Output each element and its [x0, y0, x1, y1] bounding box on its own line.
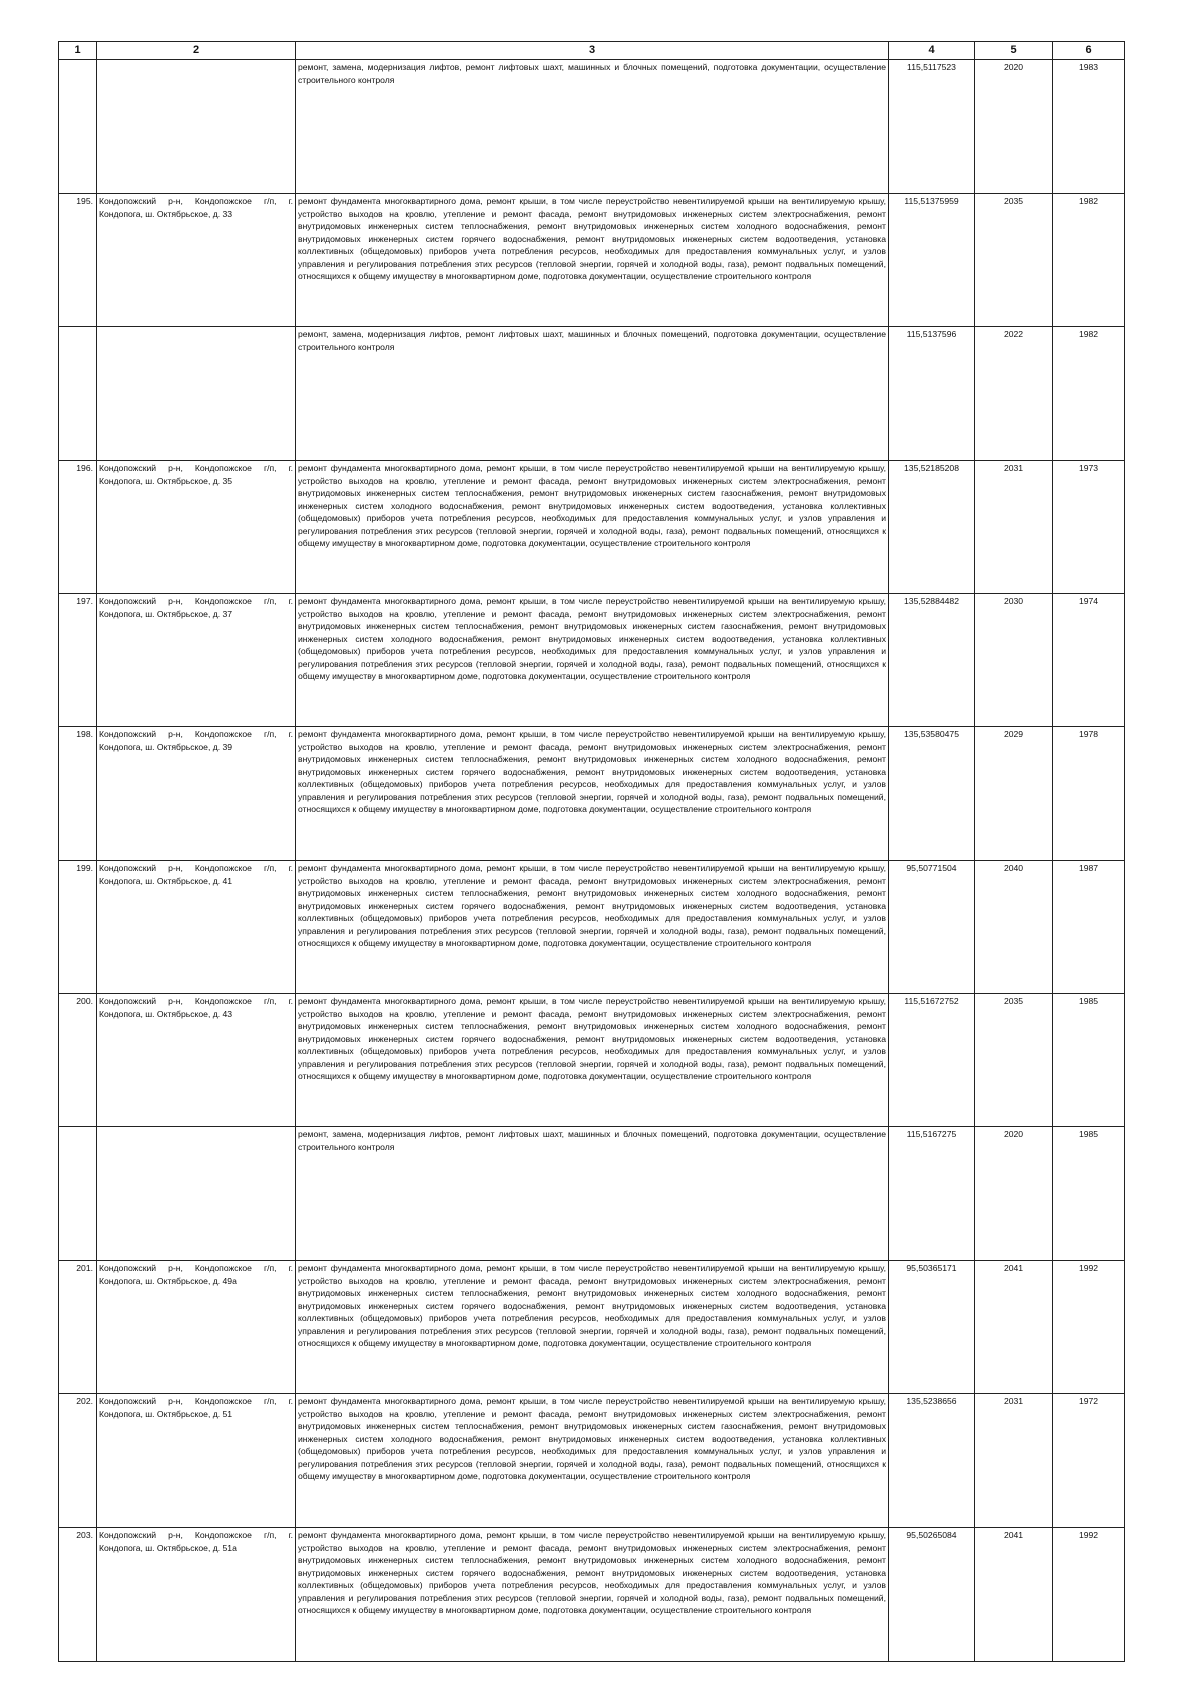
address-cell: Кондопожский р-н, Кондопожское г/п, г. Кондопога, ш. Октябрьское, д. 33 [97, 194, 296, 327]
planned-year-cell: 2020 [975, 1127, 1053, 1261]
build-year-cell: 1992 [1053, 1528, 1125, 1662]
address-cell: Кондопожский р-н, Кондопожское г/п, г. Кондопога, ш. Октябрьское, д. 41 [97, 861, 296, 994]
row-number: 200. [59, 994, 97, 1127]
build-year-cell: 1985 [1053, 1127, 1125, 1261]
work-description-cell: ремонт фундамента многоквартирного дома, ремонт крыши, в том числе переустройство невентилируемой крыши на вентилируемую крышу, устройство выходов на кровлю, утепление и ремонт фасада, ремонт внутридомовых инженерных систем электроснабжения, ремонт внутридомовых инженерных систем теплоснабжения, ремонт внутридомовых инженерных систем газоснабжения, ремонт внутридомовых инженерных систем холодного водоснабжения, ремонт внутридомовых инженерных систем водоотведения, установка коллективных (общедомовых) приборов учета потребления ресурсов, необходимых для предоставления коммунальных услуг, и узлов управления и регулирования потребления этих ресурсов (тепловой энергии, горячей и холодной воды, газа), ремонт подвальных помещений, относящихся к общему имуществу в многоквартирном доме, подготовка документации, осуществление строительного контроля [296, 461, 889, 594]
cost-cell: 95,50365171 [889, 1261, 975, 1394]
row-number: 203. [59, 1528, 97, 1662]
work-description-cell: ремонт фундамента многоквартирного дома, ремонт крыши, в том числе переустройство невентилируемой крыши на вентилируемую крышу, устройство выходов на кровлю, утепление и ремонт фасада, ремонт внутридомовых инженерных систем электроснабжения, ремонт внутридомовых инженерных систем теплоснабжения, ремонт внутридомовых инженерных систем холодного водоснабжения, ремонт внутридомовых инженерных систем горячего водоснабжения, ремонт внутридомовых инженерных систем водоотведения, установка коллективных (общедомовых) приборов учета потребления ресурсов, необходимых для предоставления коммунальных услуг, и узлов управления и регулирования потребления этих ресурсов (тепловой энергии, горячей и холодной воды, газа), ремонт подвальных помещений, относящихся к общему имуществу в многоквартирном доме, подготовка документации, осуществление строительного контроля [296, 1261, 889, 1394]
row-number: 197. [59, 594, 97, 727]
table-row [59, 861, 1125, 994]
address-cell: Кондопожский р-н, Кондопожское г/п, г. Кондопога, ш. Октябрьское, д. 51а [97, 1528, 296, 1662]
cost-cell: 135,52884482 [889, 594, 975, 727]
row-number [59, 60, 97, 194]
table-row [59, 994, 1125, 1127]
table-row [59, 1528, 1125, 1662]
cost-cell: 115,5117523 [889, 60, 975, 194]
build-year-cell: 1985 [1053, 994, 1125, 1127]
address-cell [97, 327, 296, 461]
work-description-cell: ремонт фундамента многоквартирного дома, ремонт крыши, в том числе переустройство невентилируемой крыши на вентилируемую крышу, устройство выходов на кровлю, утепление и ремонт фасада, ремонт внутридомовых инженерных систем электроснабжения, ремонт внутридомовых инженерных систем теплоснабжения, ремонт внутридомовых инженерных систем газоснабжения, ремонт внутридомовых инженерных систем холодного водоснабжения, ремонт внутридомовых инженерных систем водоотведения, установка коллективных (общедомовых) приборов учета потребления ресурсов, необходимых для предоставления коммунальных услуг, и узлов управления и регулирования потребления этих ресурсов (тепловой энергии, горячей и холодной воды, газа), ремонт подвальных помещений, относящихся к общему имуществу в многоквартирном доме, подготовка документации, осуществление строительного контроля [296, 1394, 889, 1528]
cost-cell: 115,51375959 [889, 194, 975, 327]
column-header: 6 [1053, 42, 1125, 60]
column-header: 2 [97, 42, 296, 60]
column-number-row [59, 42, 1125, 60]
build-year-cell: 1983 [1053, 60, 1125, 194]
row-number: 195. [59, 194, 97, 327]
cost-cell: 135,53580475 [889, 727, 975, 861]
address-cell: Кондопожский р-н, Кондопожское г/п, г. Кондопога, ш. Октябрьское, д. 37 [97, 594, 296, 727]
work-description-cell: ремонт, замена, модернизация лифтов, ремонт лифтовых шахт, машинных и блочных помещений, подготовка документации, осуществление строительного контроля [296, 60, 889, 194]
build-year-cell: 1978 [1053, 727, 1125, 861]
planned-year-cell: 2040 [975, 861, 1053, 994]
row-number: 198. [59, 727, 97, 861]
work-description-cell: ремонт фундамента многоквартирного дома, ремонт крыши, в том числе переустройство невентилируемой крыши на вентилируемую крышу, устройство выходов на кровлю, утепление и ремонт фасада, ремонт внутридомовых инженерных систем электроснабжения, ремонт внутридомовых инженерных систем теплоснабжения, ремонт внутридомовых инженерных систем холодного водоснабжения, ремонт внутридомовых инженерных систем горячего водоснабжения, ремонт внутридомовых инженерных систем водоотведения, установка коллективных (общедомовых) приборов учета потребления ресурсов, необходимых для предоставления коммунальных услуг, и узлов управления и регулирования потребления этих ресурсов (тепловой энергии, горячей и холодной воды, газа), ремонт подвальных помещений, относящихся к общему имуществу в многоквартирном доме, подготовка документации, осуществление строительного контроля [296, 727, 889, 861]
planned-year-cell: 2020 [975, 60, 1053, 194]
column-header: 3 [296, 42, 889, 60]
row-number: 202. [59, 1394, 97, 1528]
build-year-cell: 1982 [1053, 327, 1125, 461]
planned-year-cell: 2029 [975, 727, 1053, 861]
table-row [59, 727, 1125, 861]
work-description-cell: ремонт фундамента многоквартирного дома, ремонт крыши, в том числе переустройство невентилируемой крыши на вентилируемую крышу, устройство выходов на кровлю, утепление и ремонт фасада, ремонт внутридомовых инженерных систем электроснабжения, ремонт внутридомовых инженерных систем теплоснабжения, ремонт внутридомовых инженерных систем холодного водоснабжения, ремонт внутридомовых инженерных систем горячего водоснабжения, ремонт внутридомовых инженерных систем водоотведения, установка коллективных (общедомовых) приборов учета потребления ресурсов, необходимых для предоставления коммунальных услуг, и узлов управления и регулирования потребления этих ресурсов (тепловой энергии, горячей и холодной воды, газа), ремонт подвальных помещений, относящихся к общему имуществу в многоквартирном доме, подготовка документации, осуществление строительного контроля [296, 994, 889, 1127]
address-cell: Кондопожский р-н, Кондопожское г/п, г. Кондопога, ш. Октябрьское, д. 35 [97, 461, 296, 594]
address-cell: Кондопожский р-н, Кондопожское г/п, г. Кондопога, ш. Октябрьское, д. 43 [97, 994, 296, 1127]
build-year-cell: 1982 [1053, 194, 1125, 327]
planned-year-cell: 2030 [975, 594, 1053, 727]
table-row [59, 327, 1125, 461]
build-year-cell: 1974 [1053, 594, 1125, 727]
cost-cell: 115,5167275 [889, 1127, 975, 1261]
row-number [59, 327, 97, 461]
build-year-cell: 1987 [1053, 861, 1125, 994]
planned-year-cell: 2031 [975, 1394, 1053, 1528]
work-description-cell: ремонт, замена, модернизация лифтов, ремонт лифтовых шахт, машинных и блочных помещений, подготовка документации, осуществление строительного контроля [296, 1127, 889, 1261]
cost-cell: 95,50771504 [889, 861, 975, 994]
work-description-cell: ремонт фундамента многоквартирного дома, ремонт крыши, в том числе переустройство невентилируемой крыши на вентилируемую крышу, устройство выходов на кровлю, утепление и ремонт фасада, ремонт внутридомовых инженерных систем электроснабжения, ремонт внутридомовых инженерных систем теплоснабжения, ремонт внутридомовых инженерных систем газоснабжения, ремонт внутридомовых инженерных систем холодного водоснабжения, ремонт внутридомовых инженерных систем водоотведения, установка коллективных (общедомовых) приборов учета потребления ресурсов, необходимых для предоставления коммунальных услуг, и узлов управления и регулирования потребления этих ресурсов (тепловой энергии, горячей и холодной воды, газа), ремонт подвальных помещений, относящихся к общему имуществу в многоквартирном доме, подготовка документации, осуществление строительного контроля [296, 594, 889, 727]
build-year-cell: 1973 [1053, 461, 1125, 594]
cost-cell: 95,50265084 [889, 1528, 975, 1662]
table-row [59, 461, 1125, 594]
cost-cell: 135,52185208 [889, 461, 975, 594]
row-number [59, 1127, 97, 1261]
work-description-cell: ремонт, замена, модернизация лифтов, ремонт лифтовых шахт, машинных и блочных помещений, подготовка документации, осуществление строительного контроля [296, 327, 889, 461]
row-number: 201. [59, 1261, 97, 1394]
table-row [59, 194, 1125, 327]
planned-year-cell: 2041 [975, 1528, 1053, 1662]
column-header: 4 [889, 42, 975, 60]
table-row [59, 594, 1125, 727]
build-year-cell: 1992 [1053, 1261, 1125, 1394]
column-header: 1 [59, 42, 97, 60]
address-cell [97, 1127, 296, 1261]
work-description-cell: ремонт фундамента многоквартирного дома, ремонт крыши, в том числе переустройство невентилируемой крыши на вентилируемую крышу, устройство выходов на кровлю, утепление и ремонт фасада, ремонт внутридомовых инженерных систем электроснабжения, ремонт внутридомовых инженерных систем теплоснабжения, ремонт внутридомовых инженерных систем холодного водоснабжения, ремонт внутридомовых инженерных систем горячего водоснабжения, ремонт внутридомовых инженерных систем водоотведения, установка коллективных (общедомовых) приборов учета потребления ресурсов, необходимых для предоставления коммунальных услуг, и узлов управления и регулирования потребления этих ресурсов (тепловой энергии, горячей и холодной воды, газа), ремонт подвальных помещений, относящихся к общему имуществу в многоквартирном доме, подготовка документации, осуществление строительного контроля [296, 1528, 889, 1662]
cost-cell: 115,5137596 [889, 327, 975, 461]
planned-year-cell: 2035 [975, 994, 1053, 1127]
row-number: 196. [59, 461, 97, 594]
address-cell: Кондопожский р-н, Кондопожское г/п, г. Кондопога, ш. Октябрьское, д. 49а [97, 1261, 296, 1394]
column-header: 5 [975, 42, 1053, 60]
work-description-cell: ремонт фундамента многоквартирного дома, ремонт крыши, в том числе переустройство невентилируемой крыши на вентилируемую крышу, устройство выходов на кровлю, утепление и ремонт фасада, ремонт внутридомовых инженерных систем электроснабжения, ремонт внутридомовых инженерных систем теплоснабжения, ремонт внутридомовых инженерных систем холодного водоснабжения, ремонт внутридомовых инженерных систем горячего водоснабжения, ремонт внутридомовых инженерных систем водоотведения, установка коллективных (общедомовых) приборов учета потребления ресурсов, необходимых для предоставления коммунальных услуг, и узлов управления и регулирования потребления этих ресурсов (тепловой энергии, горячей и холодной воды, газа), ремонт подвальных помещений, относящихся к общему имуществу в многоквартирном доме, подготовка документации, осуществление строительного контроля [296, 861, 889, 994]
address-cell: Кондопожский р-н, Кондопожское г/п, г. Кондопога, ш. Октябрьское, д. 51 [97, 1394, 296, 1528]
planned-year-cell: 2022 [975, 327, 1053, 461]
table-row [59, 1127, 1125, 1261]
build-year-cell: 1972 [1053, 1394, 1125, 1528]
repair-program-table [58, 41, 1125, 1662]
planned-year-cell: 2041 [975, 1261, 1053, 1394]
table-row [59, 1261, 1125, 1394]
planned-year-cell: 2031 [975, 461, 1053, 594]
row-number: 199. [59, 861, 97, 994]
cost-cell: 115,51672752 [889, 994, 975, 1127]
planned-year-cell: 2035 [975, 194, 1053, 327]
work-description-cell: ремонт фундамента многоквартирного дома, ремонт крыши, в том числе переустройство невентилируемой крыши на вентилируемую крышу, устройство выходов на кровлю, утепление и ремонт фасада, ремонт внутридомовых инженерных систем электроснабжения, ремонт внутридомовых инженерных систем теплоснабжения, ремонт внутридомовых инженерных систем холодного водоснабжения, ремонт внутридомовых инженерных систем горячего водоснабжения, ремонт внутридомовых инженерных систем водоотведения, установка коллективных (общедомовых) приборов учета потребления ресурсов, необходимых для предоставления коммунальных услуг, и узлов управления и регулирования потребления этих ресурсов (тепловой энергии, горячей и холодной воды, газа), ремонт подвальных помещений, относящихся к общему имуществу в многоквартирном доме, подготовка документации, осуществление строительного контроля [296, 194, 889, 327]
cost-cell: 135,5238656 [889, 1394, 975, 1528]
address-cell: Кондопожский р-н, Кондопожское г/п, г. Кондопога, ш. Октябрьское, д. 39 [97, 727, 296, 861]
address-cell [97, 60, 296, 194]
table-row [59, 60, 1125, 194]
table-row [59, 1394, 1125, 1528]
